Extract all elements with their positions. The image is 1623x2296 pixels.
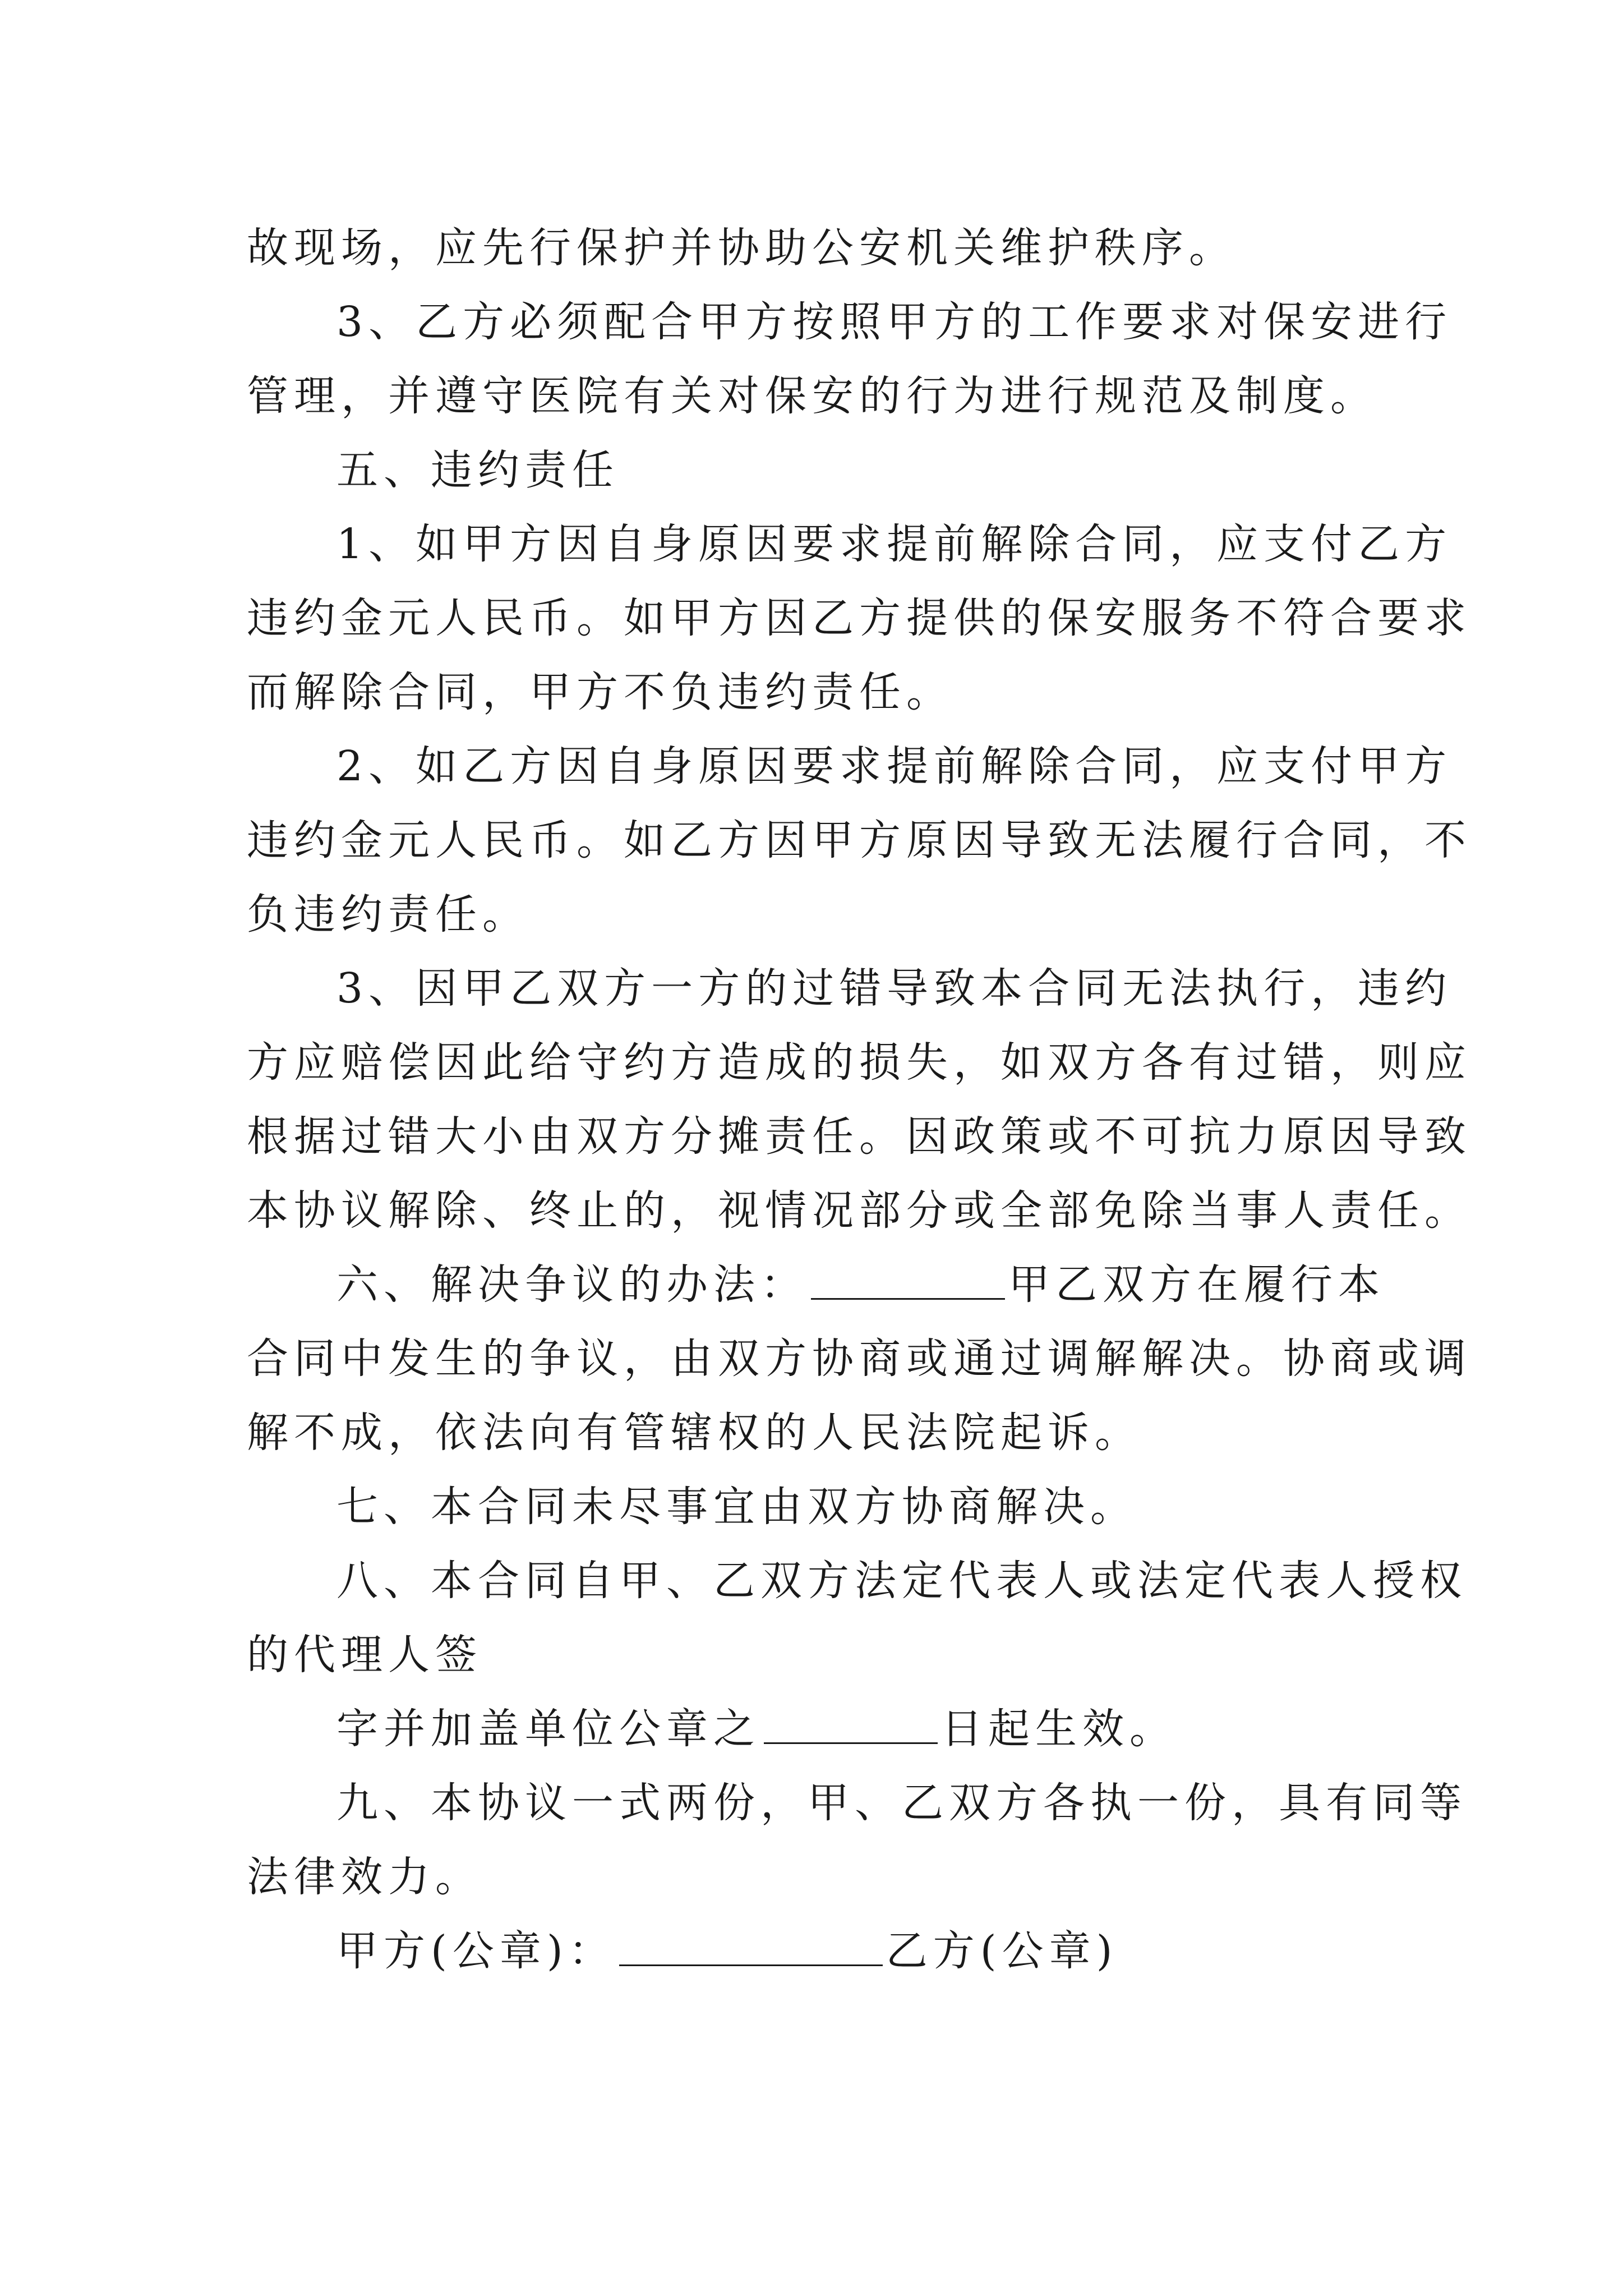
paragraph-line: 1、如甲方因自身原因要求提前解除合同，应支付乙方 — [336, 520, 1453, 568]
paragraph-line: 故现场，应先行保护并协助公安机关维护秩序。 — [247, 224, 1236, 272]
paragraph-line: 七、本合同未尽事宜由双方协商解决。 — [336, 1483, 1137, 1531]
paragraph-line: 管理，并遵守医院有关对保安的行为进行规范及制度。 — [247, 372, 1377, 420]
paragraph-line: 合同中发生的争议，由双方协商或通过调解解决。协商或调 — [247, 1335, 1472, 1383]
paragraph-line: 的代理人签 — [247, 1631, 482, 1679]
paragraph-line: 本协议解除、终止的，视情况部分或全部免除当事人责任。 — [247, 1186, 1472, 1235]
paragraph-line: 方应赔偿因此给守约方造成的损失，如双方各有过错，则应 — [247, 1038, 1472, 1087]
paragraph-line: 而解除合同，甲方不负违约责任。 — [247, 668, 953, 716]
effective-date-blank — [764, 1708, 938, 1744]
contract-text — [247, 208, 1472, 1985]
paragraph-line: 解不成，依法向有管辖权的人民法院起诉。 — [247, 1409, 1142, 1457]
paragraph-line: 根据过错大小由双方分摊责任。因政策或不可抗力原因导致 — [247, 1112, 1472, 1161]
dispute-clause-line — [247, 1244, 1385, 1318]
dispute-clause-label: 六、解决争议的办法： — [336, 1260, 808, 1309]
dispute-clause-text: 甲乙双方在履行本 — [1008, 1260, 1385, 1309]
effective-date-text: 日起生效。 — [941, 1705, 1177, 1753]
paragraph-line: 法律效力。 — [247, 1853, 482, 1901]
signature-line — [247, 1911, 1385, 1985]
paragraph-line: 九、本协议一式两份，甲、乙双方各执一份，具有同等 — [336, 1779, 1467, 1827]
paragraph-line: 违约金元人民币。如乙方因甲方原因导致无法履行合同，不 — [247, 816, 1472, 864]
effective-date-line — [247, 1688, 1385, 1763]
paragraph-line: 2、如乙方因自身原因要求提前解除合同，应支付甲方 — [336, 742, 1453, 790]
paragraph-line: 3、因甲乙双方一方的过错导致本合同无法执行，违约 — [336, 964, 1453, 1013]
section-heading: 五、违约责任 — [336, 446, 619, 494]
dispute-blank — [811, 1263, 1005, 1300]
party-a-seal-blank — [619, 1930, 883, 1966]
effective-date-label: 字并加盖单位公章之 — [336, 1705, 760, 1753]
paragraph-line: 3、乙方必须配合甲方按照甲方的工作要求对保安进行 — [336, 298, 1453, 346]
paragraph-line: 八、本合同自甲、乙双方法定代表人或法定代表人授权 — [336, 1557, 1467, 1605]
party-a-seal-label: 甲方(公章)： — [336, 1927, 616, 1975]
paragraph-line: 负违约责任。 — [247, 890, 529, 938]
paragraph-line: 违约金元人民币。如甲方因乙方提供的保安服务不符合要求 — [247, 594, 1472, 642]
party-b-seal-label: 乙方(公章) — [886, 1927, 1118, 1975]
